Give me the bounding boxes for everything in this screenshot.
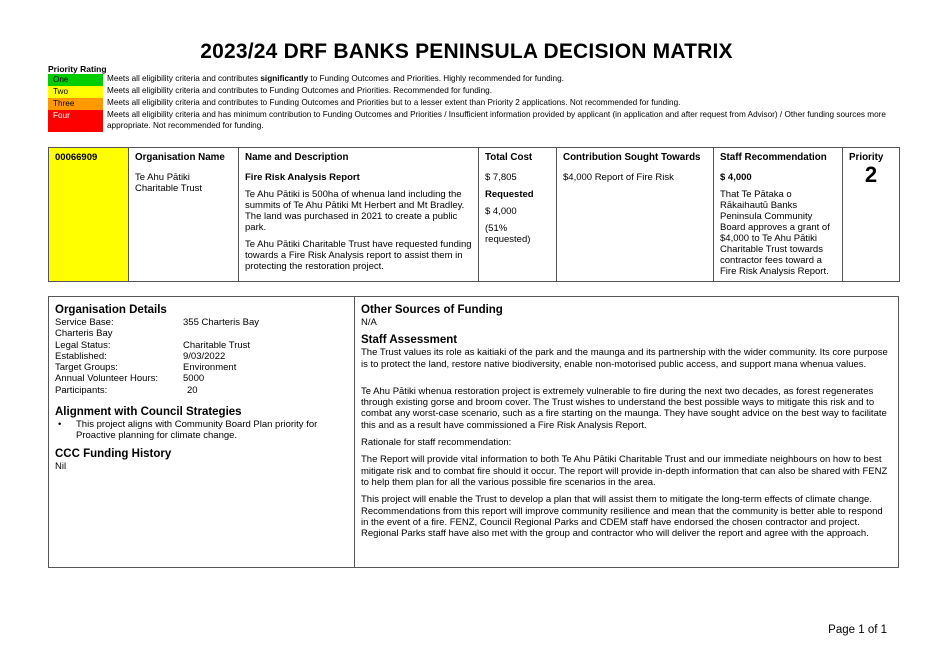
staff-recommendation-cell bbox=[714, 148, 843, 282]
participants-label: Participants: bbox=[55, 384, 108, 396]
legal-status-value: Charitable Trust bbox=[183, 339, 251, 351]
total-cost-value: $ 7,805 bbox=[485, 172, 517, 183]
contribution-header: Contribution Sought Towards bbox=[563, 152, 701, 163]
other-funding-value: N/A bbox=[361, 317, 377, 328]
legend-swatch-two: Two bbox=[48, 86, 103, 98]
staff-recommendation-header: Staff Recommendation bbox=[720, 152, 827, 163]
legend-row-three bbox=[48, 98, 888, 110]
spacer bbox=[55, 396, 348, 406]
organisation-details-column bbox=[49, 297, 355, 567]
page-number: Page 1 of 1 bbox=[828, 624, 887, 636]
volunteer-hours-value: 5000 bbox=[183, 373, 205, 385]
staff-assessment-paragraph-4: The Report will provide vital information to both Te Ahu Pātiki Charitable Trust and our immediate neighbours on how to best mitigate risk and to combat fire should it occur. The report will provide in-depth information that can also be shared with FENZ to help them plan for all the various possible fire scenarios in the area. bbox=[361, 454, 888, 488]
bullet-icon: • bbox=[58, 419, 62, 431]
staff-assessment-title: Staff Assessment bbox=[361, 334, 458, 347]
legend-row-one bbox=[48, 74, 888, 86]
legend-swatch-three: Three bbox=[48, 98, 103, 110]
requested-value: $ 4,000 bbox=[485, 206, 517, 217]
organisation-details-title: Organisation Details bbox=[55, 304, 167, 316]
spacer bbox=[361, 370, 892, 386]
target-groups-value: Environment bbox=[183, 362, 237, 374]
organisation-name: Te Ahu Pātiki Charitable Trust bbox=[135, 172, 203, 194]
legend-text-two: Meets all eligibility criteria and contributes to Funding Outcomes and Priorities. Recommended for funding. bbox=[107, 86, 493, 95]
staff-recommendation-text: That Te Pātaka o Rākaihautū Banks Peninsula Community Board approves a grant of $4,000 to Te Ahu Pātiki Charitable Trust towards contractor fees toward a Fire Risk Analysis Report. bbox=[720, 189, 830, 277]
staff-assessment-paragraph-1: The Trust values its role as kaitiaki of the park and the maunga and its partnership with the wider community. Its core purpose is to protect the land, restore native biodiversity, enable non-motorised public access, and support mana whenua values. bbox=[361, 347, 888, 370]
alignment-text: This project aligns with Community Board Plan priority for Proactive planning for climate change. bbox=[76, 419, 318, 442]
legal-status-row bbox=[55, 340, 348, 351]
document-title: 2023/24 DRF BANKS PENINSULA DECISION MATRIX bbox=[200, 40, 733, 63]
alignment-bullet bbox=[55, 419, 348, 442]
participants-row bbox=[55, 385, 348, 396]
staff-assessment-paragraph-3: Rationale for staff recommendation: bbox=[361, 437, 512, 449]
established-row bbox=[55, 351, 348, 362]
priority-header: Priority bbox=[849, 152, 884, 163]
participants-value: 20 bbox=[187, 384, 198, 396]
service-base-label: Service Base: bbox=[55, 317, 114, 328]
legend-row-four bbox=[48, 110, 888, 132]
cost-cell bbox=[479, 148, 557, 282]
target-groups-row bbox=[55, 362, 348, 373]
description-paragraph-2: Te Ahu Pātiki Charitable Trust have requested funding towards a Fire Risk Analysis report to assist them in protecting the restoration project. bbox=[245, 239, 472, 272]
ccc-funding-history-title: CCC Funding History bbox=[55, 447, 172, 460]
volunteer-hours-label: Annual Volunteer Hours: bbox=[55, 373, 158, 385]
priority-legend bbox=[48, 74, 888, 132]
legend-swatch-one: One bbox=[48, 74, 103, 86]
description-paragraph-1: Te Ahu Pātiki is 500ha of whenua land including the summits of Te Ahu Pātiki Mt Herbert and Mt Bradley. The land was purchased in 2021 to create a public park. bbox=[245, 189, 465, 233]
service-base-row bbox=[55, 317, 348, 328]
staff-recommendation-amount: $ 4,000 bbox=[720, 172, 752, 183]
legal-status-label: Legal Status: bbox=[55, 339, 111, 351]
contribution-cell bbox=[557, 148, 714, 282]
service-base-line-2: Charteris Bay bbox=[55, 328, 113, 340]
priority-rating-label: Priority Rating bbox=[48, 64, 107, 74]
legend-swatch-four: Four bbox=[48, 110, 103, 132]
application-id: 00066909 bbox=[49, 148, 129, 282]
organisation-cell bbox=[129, 148, 239, 282]
ccc-funding-history-value: Nil bbox=[55, 460, 67, 472]
service-base-value: 355 Charteris Bay bbox=[183, 317, 260, 328]
assessment-column bbox=[355, 297, 898, 567]
established-label: Established: bbox=[55, 350, 107, 362]
contribution-value: $4,000 Report of Fire Risk bbox=[563, 172, 674, 183]
decision-matrix-table bbox=[48, 147, 900, 282]
other-funding-title: Other Sources of Funding bbox=[361, 304, 503, 316]
priority-value: 2 bbox=[864, 162, 878, 187]
staff-assessment-paragraph-5: This project will enable the Trust to develop a plan that will assist them to mitigate the long-term effects of climate change. Recommendations from this report will improve community resilience and mean that the community is better able to respond in the event of a fire. FENZ, Council Regional Parks and CDEM staff have endorsed the chosen contractor and project. Regional Parks staff have also met with the group and contractor who will deliver the report and agree with the approach. bbox=[361, 494, 883, 540]
requested-label: Requested bbox=[485, 189, 534, 200]
table-row bbox=[49, 148, 900, 282]
organisation-header: Organisation Name bbox=[135, 152, 225, 163]
requested-percent: (51% requested) bbox=[485, 223, 531, 245]
established-value: 9/03/2022 bbox=[183, 350, 226, 362]
staff-assessment-paragraph-2: Te Ahu Pātiki whenua restoration project is extremely vulnerable to fire during the next two decades, as forest regenerates through existing gorse and broom cover. The Trust wishes to understand the best possible ways to mitigate this risk and to combat any worst-case scenario, such as a fire starting on the maunga. They have sought advice on the best way to facilitate this and as a result have commissioned a Fire Risk Analysis Report. bbox=[361, 385, 887, 431]
legend-text-three: Meets all eligibility criteria and contributes to Funding Outcomes and Priorities but to a lesser extent than Priority 2 applications. Not recommended for funding. bbox=[107, 98, 681, 107]
total-cost-header: Total Cost bbox=[485, 152, 533, 163]
target-groups-label: Target Groups: bbox=[55, 362, 118, 374]
alignment-title: Alignment with Council Strategies bbox=[55, 406, 242, 419]
priority-cell bbox=[843, 148, 900, 282]
legend-text-one: Meets all eligibility criteria and contributes significantly to Funding Outcomes and Priorities. Highly recommended for funding. bbox=[107, 74, 564, 83]
legend-text-four: Meets all eligibility criteria and has minimum contribution to Funding Outcomes and Priorities / Insufficient information provided by applicant (in application and after request from Advisor) / Other funding sources more appropriate. Not recommended for funding. bbox=[107, 110, 886, 130]
description-cell bbox=[239, 148, 479, 282]
legend-row-two bbox=[48, 86, 888, 98]
details-panel bbox=[48, 296, 899, 568]
description-header: Name and Description bbox=[245, 152, 349, 163]
project-name: Fire Risk Analysis Report bbox=[245, 172, 360, 183]
volunteer-hours-row bbox=[55, 373, 348, 384]
